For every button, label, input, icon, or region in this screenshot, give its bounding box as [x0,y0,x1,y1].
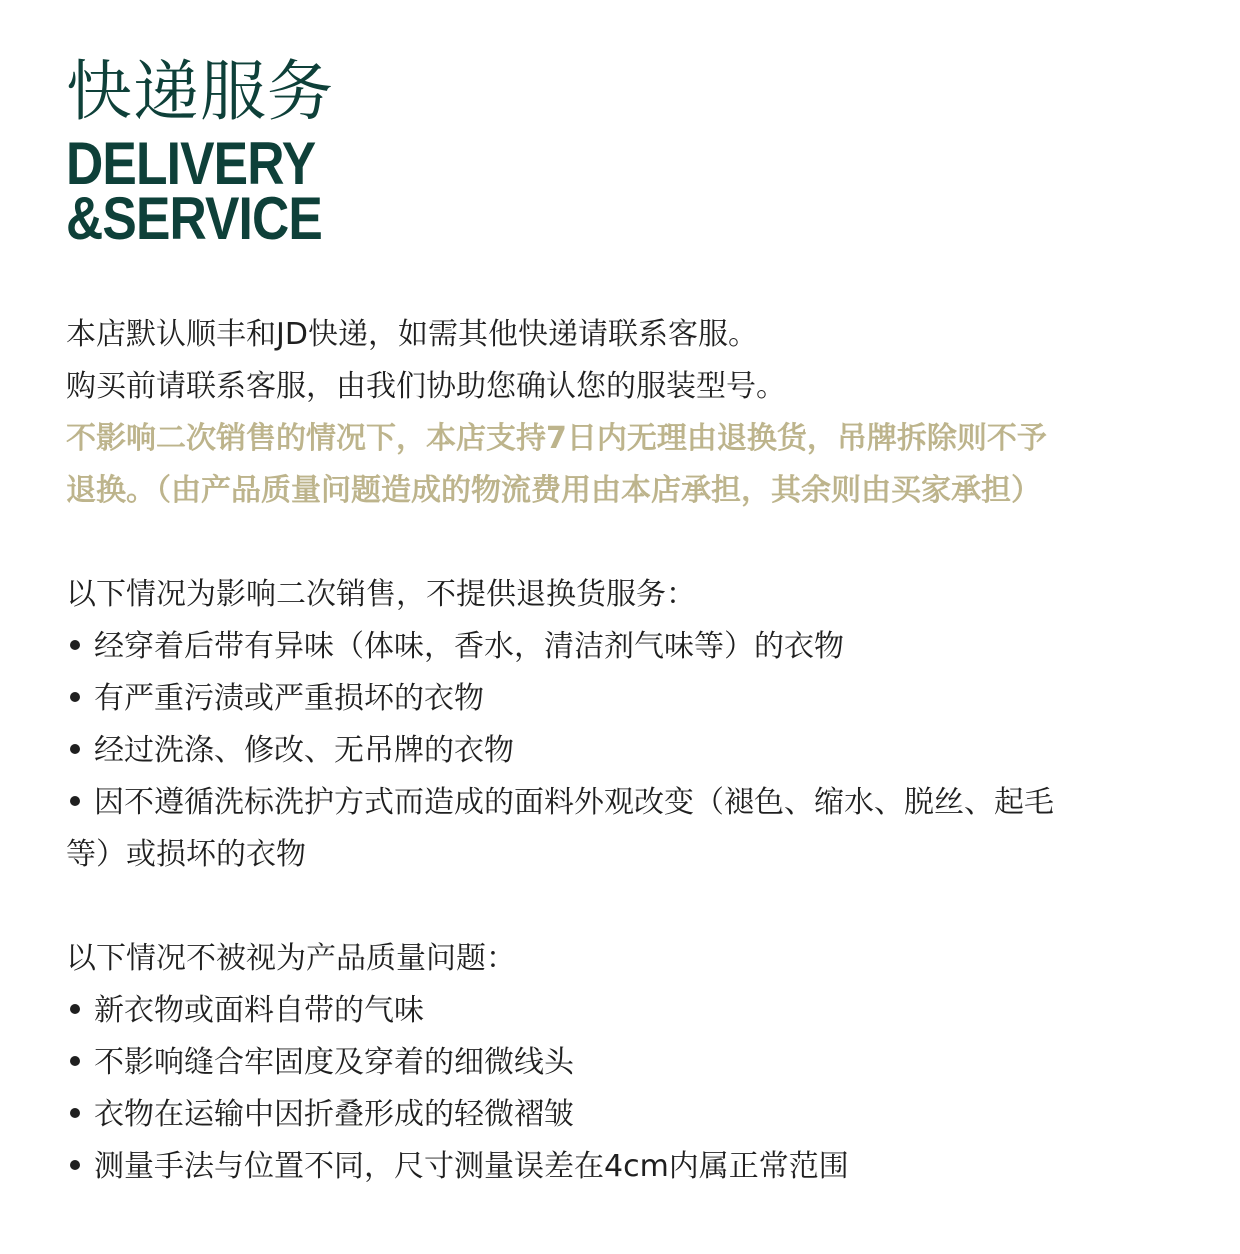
list-item [66,673,1186,725]
list-item [66,1037,1186,1089]
list-item [66,1089,1186,1141]
list-item-text: 不影响缝合牢固度及穿着的细微线头 [94,1045,574,1080]
not-quality-section [66,933,1186,1193]
no-return-section [66,569,1186,881]
title-block [66,52,1186,252]
intro-line-courier: 本店默认顺丰和JD快递，如需其他快递请联系客服。 [66,317,758,352]
return-policy-line-2: 退换。（由产品质量问题造成的物流费用由本店承担，其余则由买家承担） [66,473,1041,508]
spacer [66,881,1186,933]
title-english-line-2: &SERVICE [66,185,322,252]
list-item-text: 衣物在运输中因折叠形成的轻微褶皱 [94,1097,574,1132]
title-english-line-1: DELIVERY [66,130,316,197]
spacer [66,517,1186,569]
list-item [66,1141,1186,1193]
list-item-text: 因不遵循洗标洗护方式而造成的面料外观改变（褪色、缩水、脱丝、起毛 [94,785,1054,820]
bullet-icon [70,1004,80,1014]
list-item-text: 测量手法与位置不同，尺寸测量误差在4cm内属正常范围 [94,1149,849,1184]
bullet-icon [70,1160,80,1170]
not-quality-heading: 以下情况不被视为产品质量问题： [66,941,516,976]
bullet-icon [70,1056,80,1066]
bullet-icon [70,744,80,754]
list-item-continuation: 等）或损坏的衣物 [66,837,306,872]
bullet-icon [70,640,80,650]
bullet-icon [70,796,80,806]
list-item [66,725,1186,777]
list-item [66,985,1186,1037]
list-item-text: 新衣物或面料自带的气味 [94,993,424,1028]
list-item-text: 经过洗涤、修改、无吊牌的衣物 [94,733,514,768]
intro-section [66,309,1186,517]
bullet-icon [70,1108,80,1118]
title-english [66,130,1029,252]
list-item-text: 有严重污渍或严重损坏的衣物 [94,681,484,716]
bullet-icon [70,692,80,702]
list-item-text: 经穿着后带有异味（体味，香水，清洁剂气味等）的衣物 [94,629,844,664]
no-return-heading: 以下情况为影响二次销售，不提供退换货服务： [66,577,696,612]
return-policy-line-1: 不影响二次销售的情况下，本店支持7日内无理由退换货，吊牌拆除则不予 [66,421,1047,456]
list-item [66,777,1186,829]
title-chinese: 快递服务 [66,53,334,130]
list-item [66,621,1186,673]
delivery-service-document [66,52,1186,1193]
intro-line-size-help: 购买前请联系客服，由我们协助您确认您的服装型号。 [66,369,786,404]
